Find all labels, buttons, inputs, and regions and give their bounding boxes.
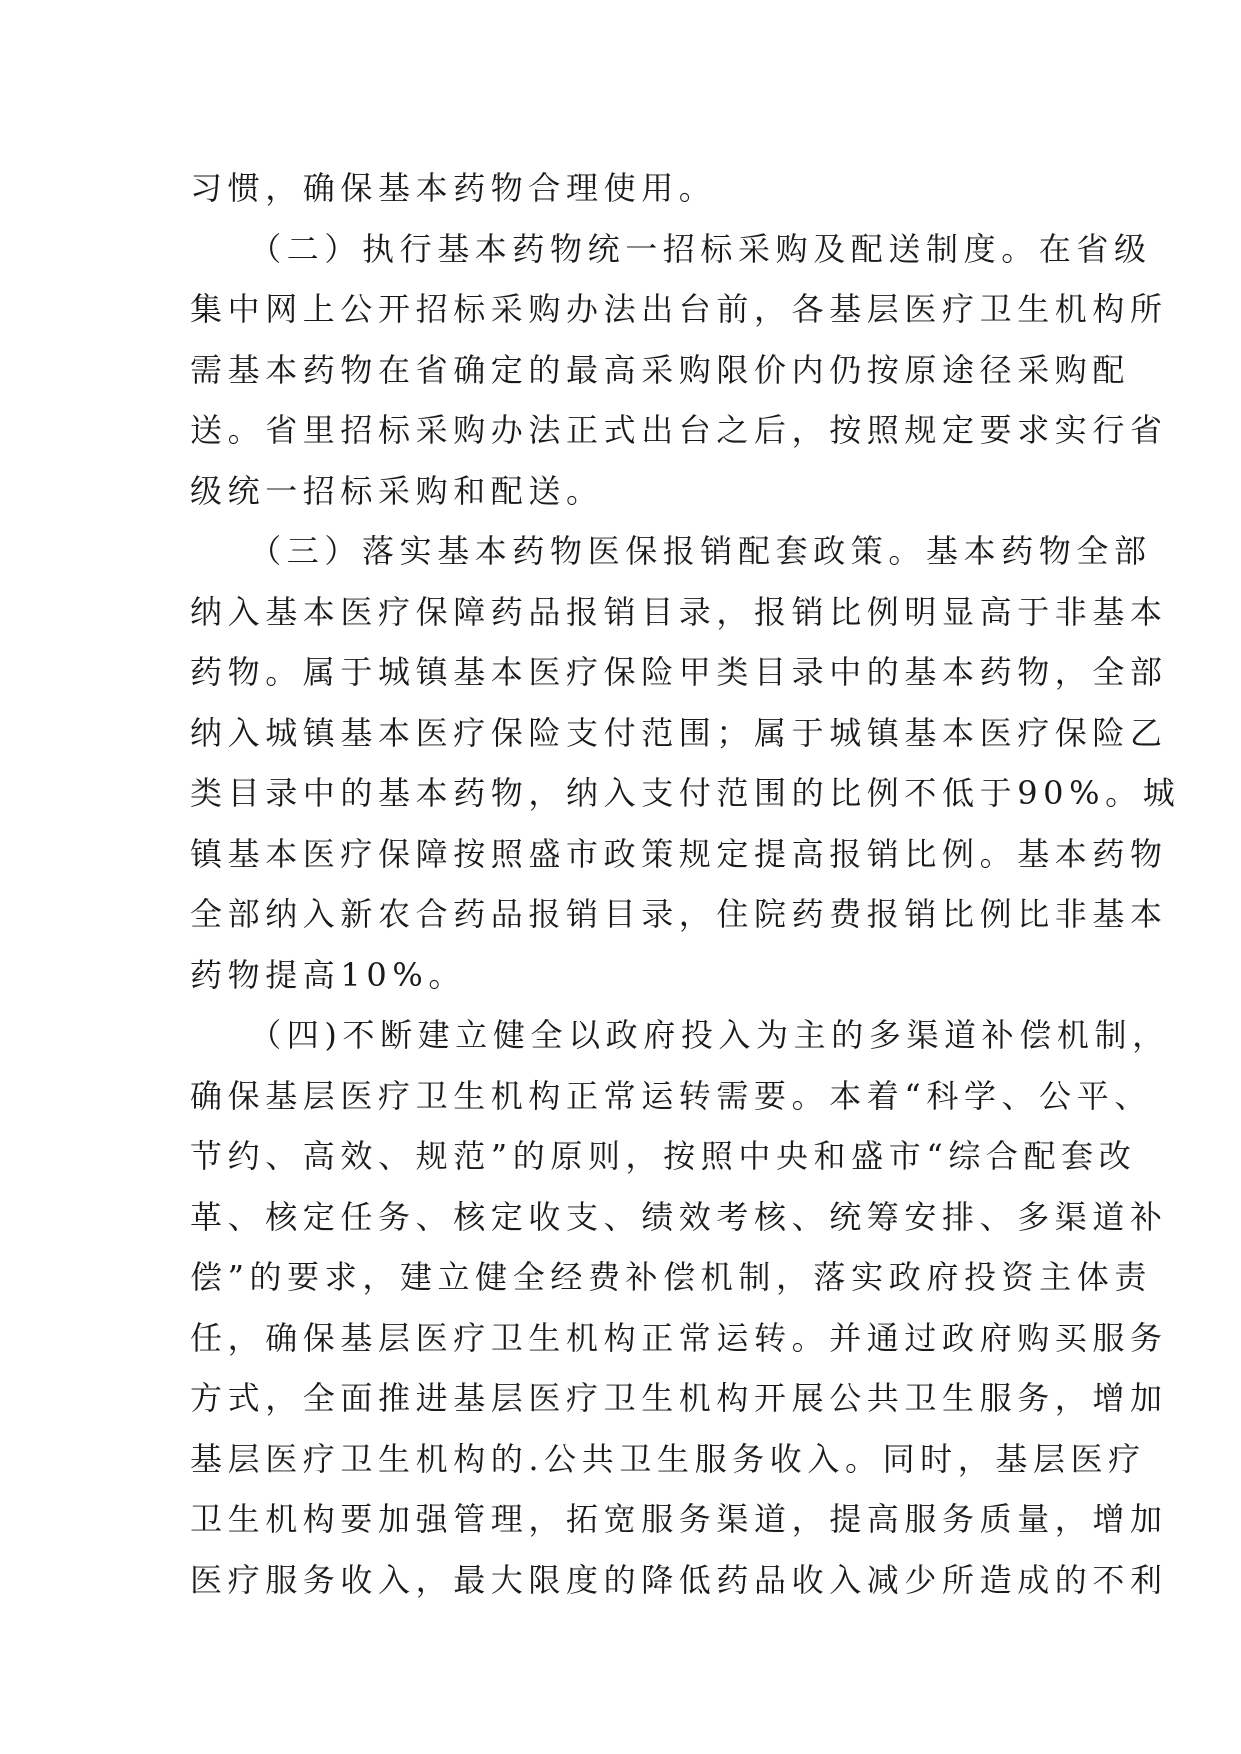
text-line: （四)不断建立健全以政府投入为主的多渠道补偿机制， bbox=[190, 1016, 1170, 1054]
text-line: 确保基层医疗卫生机构正常运转需要。本着“科学、公平、 bbox=[190, 1076, 1152, 1115]
body-text bbox=[190, 158, 1181, 1610]
text-line: 药物提高10%。 bbox=[190, 955, 466, 994]
text-line: 级统一招标采购和配送。 bbox=[190, 471, 604, 510]
text-line: 任，确保基层医疗卫生机构正常运转。并通过政府购买服务 bbox=[190, 1318, 1168, 1357]
text-line: 医疗服务收入，最大限度的降低药品收入减少所造成的不利 bbox=[190, 1560, 1168, 1599]
text-line: 方式，全面推进基层医疗卫生机构开展公共卫生服务，增加 bbox=[190, 1379, 1168, 1417]
text-line: 习惯，确保基本药物合理使用。 bbox=[190, 169, 717, 207]
text-line: 全部纳入新农合药品报销目录，住院药费报销比例比非基本 bbox=[190, 895, 1168, 933]
text-line: 需基本药物在省确定的最高采购限价内仍按原途径采购配 bbox=[190, 350, 1131, 389]
text-line: 类目录中的基本药物，纳入支付范围的比例不低于90%。城 bbox=[190, 774, 1181, 812]
text-line: 送。省里招标采购办法正式出台之后，按照规定要求实行省 bbox=[190, 411, 1168, 449]
text-line: （二）执行基本药物统一招标采购及配送制度。在省级 bbox=[190, 229, 1152, 268]
text-line: 纳入基本医疗保障药品报销目录，报销比例明显高于非基本 bbox=[190, 592, 1168, 631]
text-line: （三）落实基本药物医保报销配套政策。基本药物全部 bbox=[190, 532, 1152, 570]
text-line: 基层医疗卫生机构的.公共卫生服务收入。同时，基层医疗 bbox=[190, 1439, 1146, 1478]
text-line: 药物。属于城镇基本医疗保险甲类目录中的基本药物，全部 bbox=[190, 653, 1168, 691]
text-line: 镇基本医疗保障按照盛市政策规定提高报销比例。基本药物 bbox=[190, 834, 1168, 873]
text-line: 纳入城镇基本医疗保险支付范围；属于城镇基本医疗保险乙 bbox=[190, 713, 1168, 752]
text-line: 集中网上公开招标采购办法出台前，各基层医疗卫生机构所 bbox=[190, 290, 1168, 328]
text-line: 卫生机构要加强管理，拓宽服务渠道，提高服务质量，增加 bbox=[190, 1500, 1168, 1538]
text-line: 节约、高效、规范”的原则，按照中央和盛市“综合配套改 bbox=[190, 1137, 1137, 1175]
text-line: 偿”的要求，建立健全经费补偿机制，落实政府投资主体责 bbox=[190, 1258, 1152, 1296]
text-line: 革、核定任务、核定收支、绩效考核、统筹安排、多渠道补 bbox=[190, 1197, 1168, 1236]
